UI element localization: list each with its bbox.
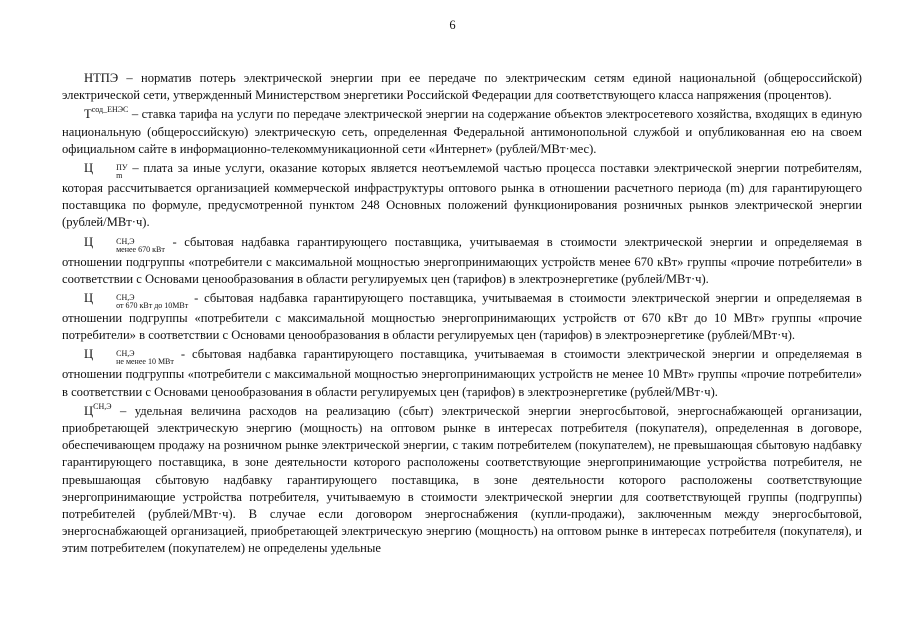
paragraph-text: - сбытовая надбавка гарантирующего поставщика, учитываемая в стоимости электрической энергии и определяемая в отношении подгруппы «потребители с максимальной мощностью энергопринимающих устройств от 670 кВт до 10 МВт» группы «прочие потребители» в соответствии с Основами ценообразования в области регулируемых цен (тарифов) в электроэнергетике (рублей/МВт·ч). <box>62 291 862 343</box>
paragraph-text: – ставка тарифа на услуги по передаче электрической энергии на содержание объектов электросетевого хозяйства, входящих в единую национальную (общероссийскую) электрическую сеть, определенная Федеральной антимонопольной службой и опубликованная ею на своем официальном сайте в информационно-телекоммуникационной сети «Интернет» (рублей/МВт·мес). <box>62 107 862 156</box>
formula-symbol: Ц ПУ m <box>84 161 128 181</box>
formula-symbol: $Ц^{СН,Э}$ <box>84 401 112 418</box>
document-body <box>62 70 862 560</box>
paragraph-text: НТПЭ – норматив потерь электрической энергии при ее передаче по электрическим сетям единой национальной (общероссийской) электрической сети, утвержденный Министерством энергетики Российской Федерации для соответствующего класса напряжения (процентов). <box>62 71 862 103</box>
paragraph-markup-less-670 <box>62 234 862 288</box>
paragraph-other-services <box>62 160 862 232</box>
paragraph-text: – удельная величина расходов на реализацию (сбыт) электрической энергии энергосбытовой, энергоснабжающей организации, приобретающей электрическую энергию (мощность) на оптовом рынке в интересах потребителя (покупателя), определенная в договоре, обеспечивающем продажу на розничном рынке электрической энергии, с таким потребителем (покупателем), не превышающая сбытовую надбавку гарантирующего поставщика, в зоне деятельности которого расположены соответствующие энергопринимающие устройства потребителя, не превышающая сбытовую надбавку гарантирующего поставщика, в зоне деятельности которого расположены соответствующие энергопринимающие устройства потребителя, учитываемую в стоимости электрической энергии для соответствующей группы (подгруппы) потребителей (рублей/МВт·ч). В случае если договором энергоснабжения (купли-продажи), заключенным между энергосбытовой, энергоснабжающей организацией, приобретающей электрическую энергию (мощность) на оптовом рынке в интересах потребителя (покупателя), и этим потребителем (покупателем) не определены удельные <box>62 403 862 556</box>
page-number: 6 <box>449 18 456 32</box>
formula-symbol: Ц СН,Э не менее 10 МВт <box>84 347 174 367</box>
paragraph-markup-670-10mw <box>62 290 862 344</box>
paragraph-text: - сбытовая надбавка гарантирующего поставщика, учитываемая в стоимости электрической энергии и определяемая в отношении подгруппы «потребители с максимальной мощностью энергопринимающих устройств не менее 10 МВт» группы «прочие потребители» в соответствии с Основами ценообразования в области регулируемых цен (тарифов) в электроэнергетике (рублей/МВт·ч). <box>62 347 862 399</box>
paragraph-markup-10mw-plus <box>62 346 862 400</box>
formula-symbol: Ц СН,Э от 670 кВт до 10МВт <box>84 291 189 311</box>
paragraph-text: – плата за иные услуги, оказание которых является неотъемлемой частью процесса поставки электрической энергии потребителям, которая рассчитывается организацией коммерческой инфраструктуры оптового рынка в отношении расчетного периода (m) для гарантирующего поставщика по формуле, предусмотренной пунктом 248 Основных положений функционирования розничных рынков электрической энергии (рублей/МВт·ч). <box>62 161 862 230</box>
paragraph-sales-costs <box>62 403 862 558</box>
formula-symbol: Ц СН,Э менее 670 кВт <box>84 234 165 254</box>
paragraph-tariff-rate <box>62 106 862 158</box>
paragraph-ntpe <box>62 70 862 104</box>
formula-symbol: $Т^{сод\_ЕНЭС}$ <box>84 105 129 122</box>
paragraph-text: - сбытовая надбавка гарантирующего поставщика, учитываемая в стоимости электрической энергии и определяемая в отношении подгруппы «потребители с максимальной мощностью энергопринимающих устройств менее 670 кВт» группы «прочие потребители» в соответствии с Основами ценообразования в области регулируемых цен (тарифов) в электроэнергетике (рублей/МВт·ч). <box>62 234 862 286</box>
